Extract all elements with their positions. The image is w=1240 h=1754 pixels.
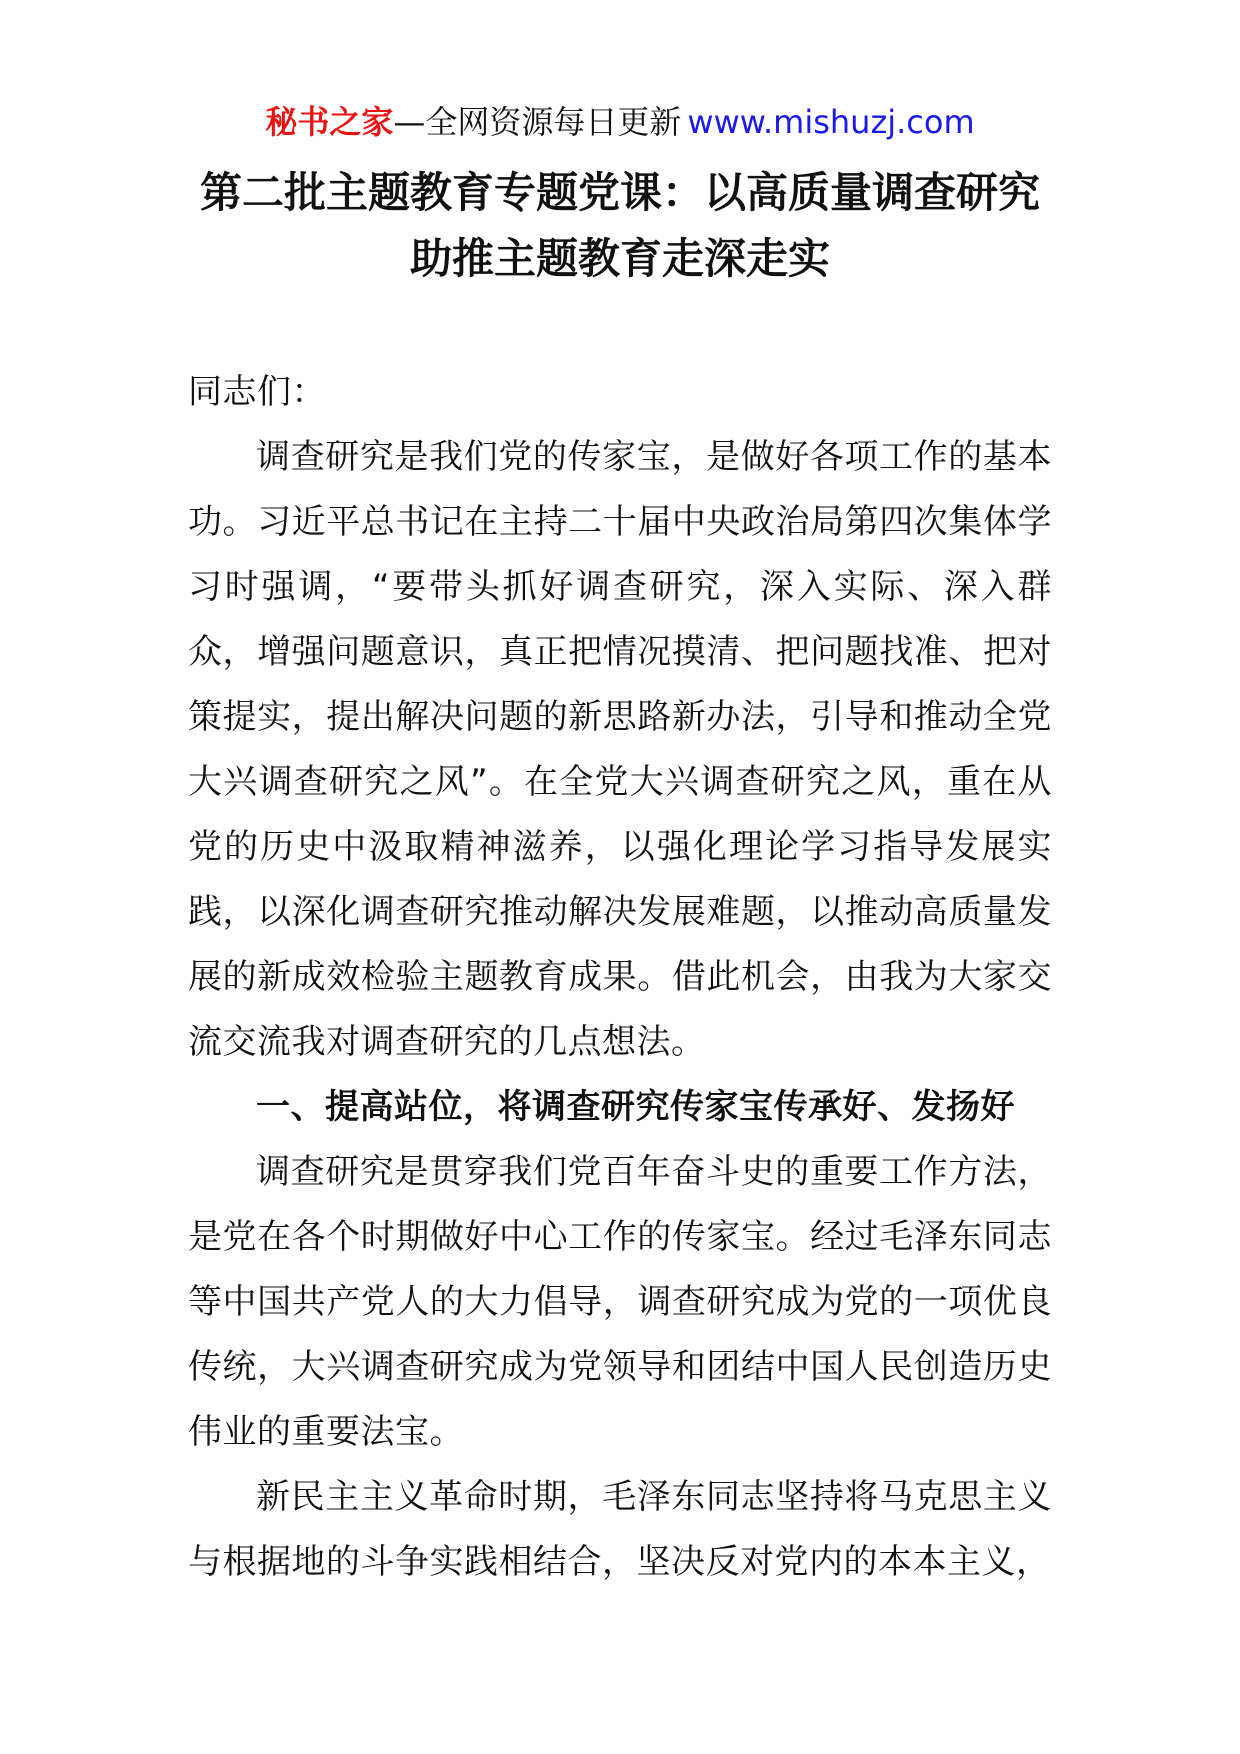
- site-tagline: —全网资源每日更新: [393, 103, 682, 141]
- site-url-link[interactable]: www.mishuzj.com: [687, 103, 975, 141]
- title-line-2: 助推主题教育走深走实: [409, 234, 830, 283]
- section-1-paragraph-2: 新民主主义革命时期，毛泽东同志坚持将马克思主义与根据地的斗争实践相结合，坚决反对党内的本本主义，: [188, 1477, 1052, 1582]
- site-header: [0, 100, 1240, 144]
- document-title: [0, 160, 1240, 292]
- body-paragraph-1: 调查研究是我们党的传家宝，是做好各项工作的基本功。习近平总书记在主持二十届中央政治局第四次集体学习时强调，“要带头抓好调查研究，深入实际、深入群众，增强问题意识，真正把情况摸清、把问题找准、把对策提实，提出解决问题的新思路新办法，引导和推动全党大兴调查研究之风”。在全党大兴调查研究之风，重在从党的历史中汲取精神滋养，以强化理论学习指导发展实践，以深化调查研究推动解决发展难题，以推动高质量发展的新成效检验主题教育成果。借此机会，由我为大家交流交流我对调查研究的几点想法。: [188, 437, 1052, 1062]
- section-1-paragraph-1: 调查研究是贯穿我们党百年奋斗史的重要工作方法，是党在各个时期做好中心工作的传家宝。经过毛泽东同志等中国共产党人的大力倡导，调查研究成为党的一项优良传统，大兴调查研究成为党领导和团结中国人民创造历史伟业的重要法宝。: [188, 1152, 1052, 1452]
- section-heading-1: 一、提高站位，将调查研究传家宝传承好、发扬好: [256, 1087, 1015, 1127]
- salutation: 同志们：: [188, 372, 326, 412]
- site-brand[interactable]: 秘书之家: [265, 103, 394, 141]
- document-body: [188, 360, 1052, 1595]
- title-line-1: 第二批主题教育专题党课：以高质量调查研究: [199, 168, 1040, 217]
